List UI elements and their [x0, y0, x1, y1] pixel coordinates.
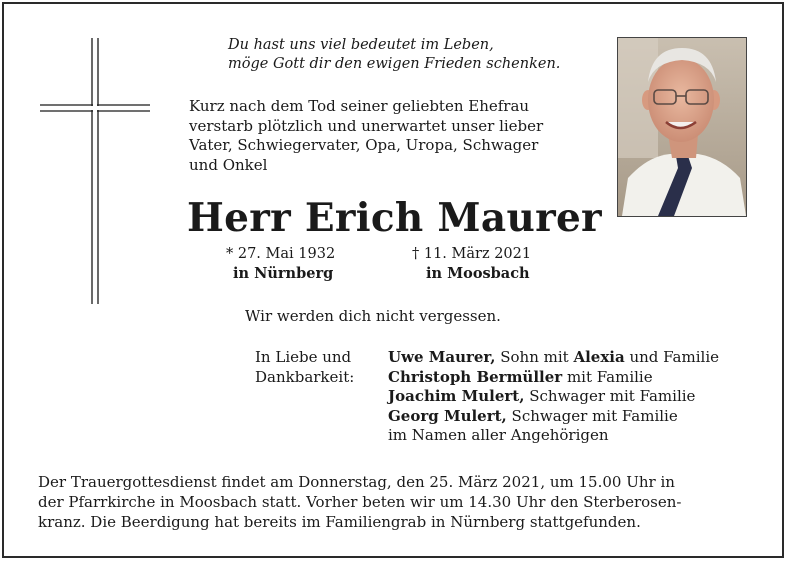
verse-line-1: Du hast uns viel bedeutet im Leben,	[228, 37, 494, 53]
cross-icon	[38, 36, 153, 308]
thanks-line-2: Dankbarkeit:	[255, 367, 355, 386]
death-date: † 11. März 2021	[412, 246, 532, 262]
verse-line-2: möge Gott dir den ewigen Frieden schenken.	[228, 56, 561, 72]
intro-text	[189, 97, 543, 175]
thanks-label	[255, 348, 354, 387]
service-line-3: kranz. Die Beerdigung hat bereits im Familiengrab in Nürnberg stattgefunden.	[38, 513, 641, 531]
death-place: in Moosbach	[426, 265, 530, 282]
portrait-photo	[617, 37, 747, 217]
deceased-name: Herr Erich Maurer	[187, 195, 602, 241]
bible-verse	[228, 36, 560, 74]
birth-date: * 27. Mai 1932	[226, 246, 336, 262]
mourner-line: Christoph Bermüller mit Familie	[388, 367, 653, 386]
mourner-line: im Namen aller Angehörigen	[388, 426, 609, 444]
intro-line-3: Vater, Schwiegervater, Opa, Uropa, Schwager	[189, 136, 539, 154]
mourner-line: Joachim Mulert, Schwager mit Familie	[388, 387, 696, 405]
mourner-line: Uwe Maurer, Sohn mit Alexia und Familie	[388, 348, 719, 366]
mourner-line: Georg Mulert, Schwager mit Familie	[388, 406, 678, 425]
intro-line-2: verstarb plötzlich und unerwartet unser lieber	[189, 116, 544, 135]
birth-place: in Nürnberg	[233, 265, 334, 282]
thanks-line-1: In Liebe und	[255, 348, 352, 366]
service-line-1: Der Trauergottesdienst findet am Donnerstag, den 25. März 2021, um 15.00 Uhr in	[38, 473, 675, 491]
service-info	[38, 472, 681, 532]
intro-line-1: Kurz nach dem Tod seiner geliebten Ehefrau	[189, 97, 530, 115]
mourners-list	[388, 348, 719, 446]
intro-line-4: und Onkel	[189, 155, 268, 174]
remembrance-motto: Wir werden dich nicht vergessen.	[245, 307, 501, 325]
service-line-2: der Pfarrkirche in Moosbach statt. Vorher beten wir um 14.30 Uhr den Sterberosen-	[38, 493, 682, 511]
